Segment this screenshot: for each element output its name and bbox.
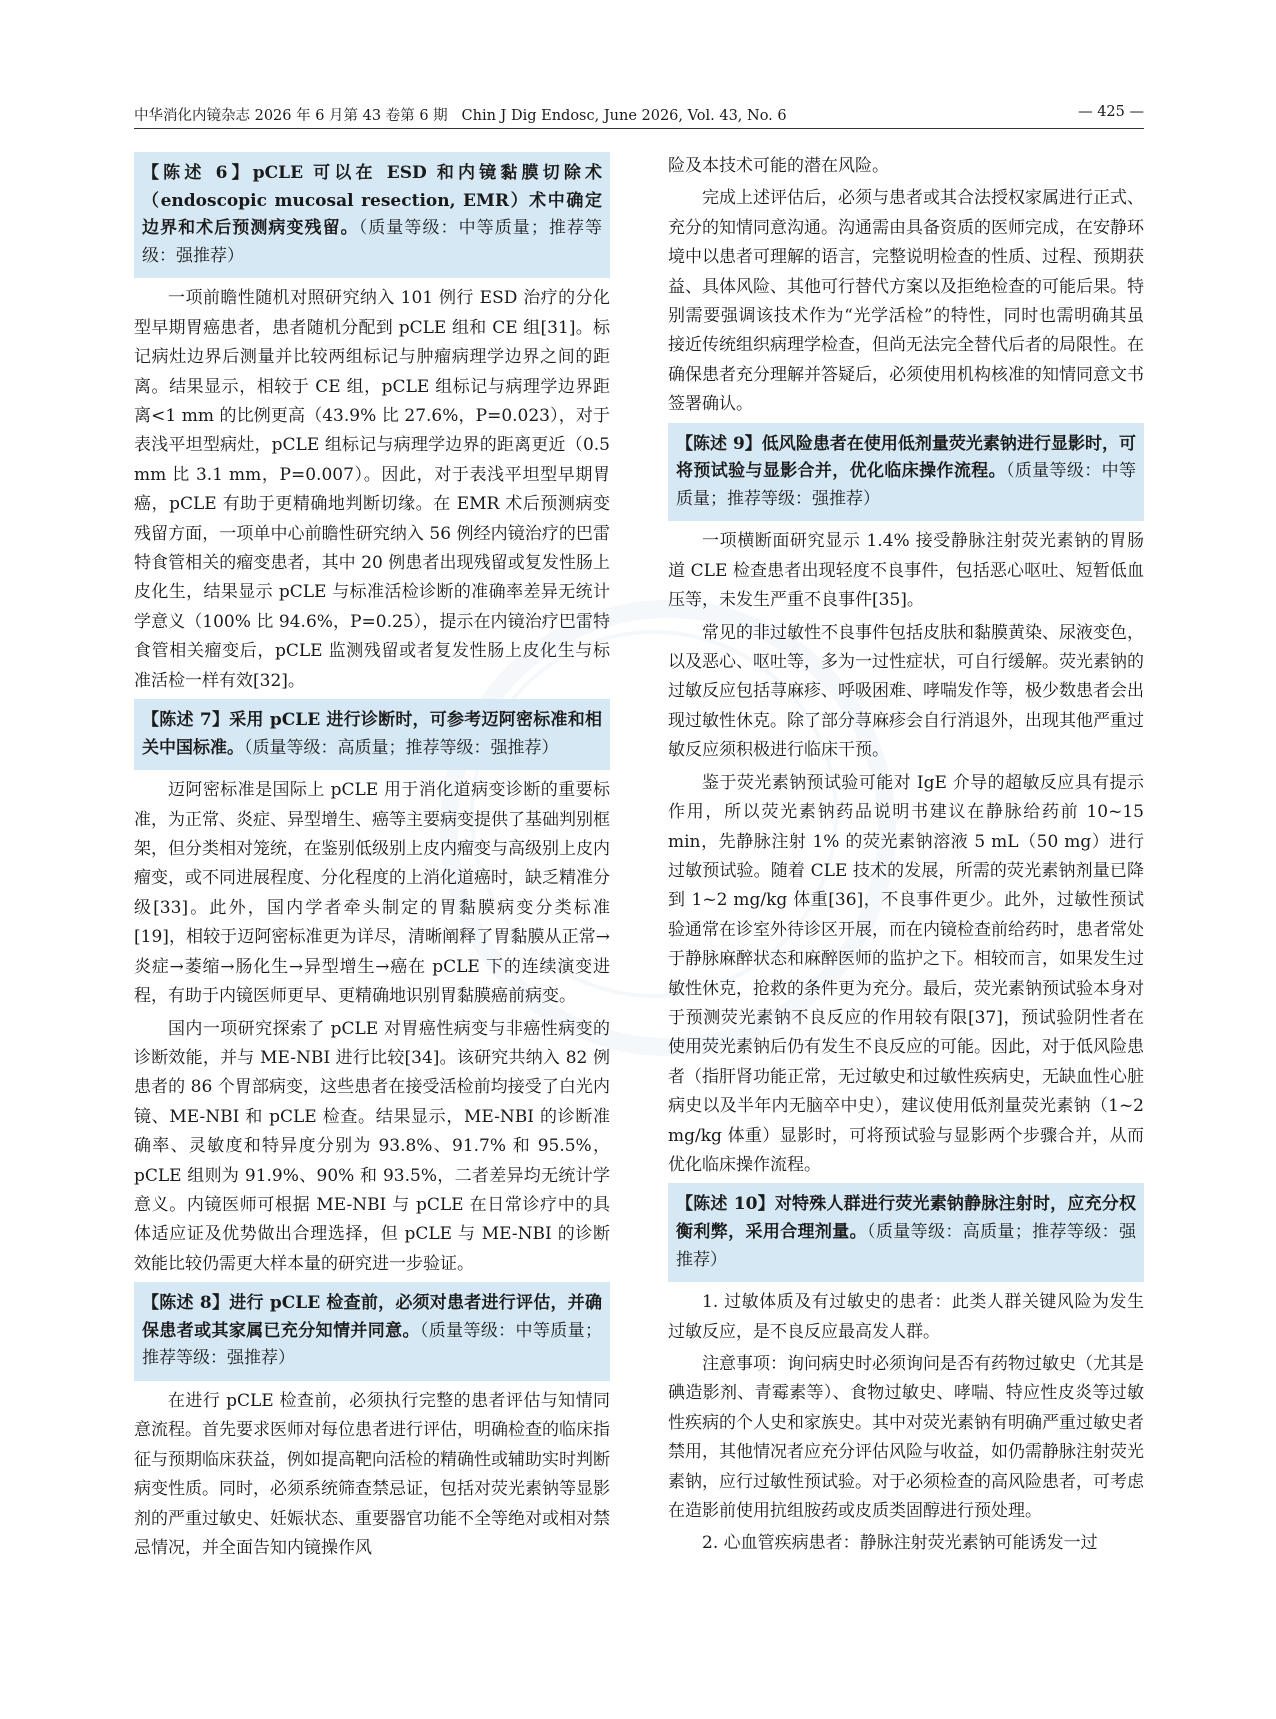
paragraph: 1. 过敏体质及有过敏史的患者：此类人群关键风险为发生过敏反应，是不良反应最高发人群。 bbox=[668, 1292, 1144, 1342]
statement-6-box bbox=[134, 152, 610, 278]
statement-8-title: 【陈述 8】进行 pCLE 检查前，必须对患者进行评估，并确保患者或其家属已充分知情并同意。 bbox=[142, 1293, 602, 1341]
statement-8-box bbox=[134, 1282, 610, 1381]
paragraph: 2. 心血管疾病患者：静脉注射荧光素钠可能诱发一过 bbox=[702, 1533, 1098, 1554]
right-column bbox=[668, 152, 1144, 1562]
statement-9-box bbox=[668, 423, 1144, 522]
running-header bbox=[134, 104, 1144, 126]
statement-7-box bbox=[134, 699, 610, 770]
statement-6-title: 【陈述 6】pCLE 可以在 ESD 和内镜黏膜切除术（endoscopic mucosal resection, EMR）术中确定边界和术后预测病变残留。 bbox=[142, 163, 602, 239]
paragraph: 完成上述评估后，必须与患者或其合法授权家属进行正式、充分的知情同意沟通。沟通需由具备资质的医师完成，在安静环境中以患者可理解的语言，完整说明检查的性质、过程、预期获益、具体风险、其他可行替代方案以及拒绝检查的可能后果。特别需要强调该技术作为“光学活检”的特性，同时也需明确其虽接近传统组织病理学检查，但尚无法完全替代后者的局限性。在确保患者充分理解并答疑后，必须使用机构核准的知情同意文书签署确认。 bbox=[668, 188, 1144, 415]
page-number: — 425 — bbox=[1078, 104, 1144, 120]
statement-9-grade: （质量等级：中等质量；推荐等级：强推荐） bbox=[676, 461, 1137, 509]
statement-6-grade: （质量等级：中等质量；推荐等级：强推荐） bbox=[142, 218, 603, 266]
paragraph: 在进行 pCLE 检查前，必须执行完整的患者评估与知情同意流程。首先要求医师对每位患者进行评估，明确检查的临床指征与预期临床获益，例如提高靶向活检的精确性或辅助实时判断病变性质。同时，必须系统筛查禁忌证，包括对荧光素钠等显影剂的严重过敏史、妊娠状态、重要器官功能不全等绝对或相对禁忌情况，并全面告知内镜操作风 bbox=[134, 1390, 610, 1558]
paragraph: 迈阿密标准是国际上 pCLE 用于消化道病变诊断的重要标准，为正常、炎症、异型增生、癌等主要病变提供了基础判别框架，但分类相对笼统，在鉴别低级别上皮内瘤变与高级别上皮内瘤变，或不同进展程度、分化程度的上消化道癌时，缺乏精准分级[33]。此外，国内学者牵头制定的胃黏膜病变分类标准[19]，相较于迈阿密标准更为详尽，清晰阐释了胃黏膜从正常→炎症→萎缩→肠化生→异型增生→癌在 pCLE 下的连续演变进程，有助于内镜医师更早、更精确地识别胃黏膜癌前病变。 bbox=[134, 780, 610, 1007]
statement-10-grade: （质量等级：高质量；推荐等级：强推荐） bbox=[676, 1221, 1137, 1270]
journal-citation bbox=[134, 104, 787, 125]
left-column bbox=[134, 152, 610, 1566]
statement-9-title: 【陈述 9】低风险患者在使用低剂量荧光素钠进行显影时，可将预试验与显影合并，优化临床操作流程。 bbox=[676, 433, 1136, 482]
statement-7-title: 【陈述 7】采用 pCLE 进行诊断时，可参考迈阿密标准和相关中国标准。 bbox=[142, 710, 602, 758]
journal-en: Chin J Dig Endosc, June 2026, Vol. 43, No. 6 bbox=[461, 108, 787, 124]
paragraph: 一项横断面研究显示 1.4% 接受静脉注射荧光素钠的胃肠道 CLE 检查患者出现轻度不良事件，包括恶心呕吐、短暂低血压等，未发生严重不良事件[35]。 bbox=[668, 531, 1144, 611]
paragraph: 常见的非过敏性不良事件包括皮肤和黏膜黄染、尿液变色，以及恶心、呕吐等，多为一过性症状，可自行缓解。荧光素钠的过敏反应包括荨麻疹、呼吸困难、哮喘发作等，极少数患者会出现过敏性休克。除了部分荨麻疹会自行消退外，出现其他严重过敏反应须积极进行临床干预。 bbox=[668, 622, 1144, 761]
paragraph: 注意事项：询问病史时必须询问是否有药物过敏史（尤其是碘造影剂、青霉素等）、食物过敏史、哮喘、特应性皮炎等过敏性疾病的个人史和家族史。其中对荧光素钠有明确严重过敏史者禁用，其他情况者应充分评估风险与收益，如仍需静脉注射荧光素钠，应行过敏性预试验。对于必须检查的高风险患者，可考虑在造影前使用抗组胺药或皮质类固醇进行预处理。 bbox=[668, 1353, 1144, 1521]
paragraph: 国内一项研究探索了 pCLE 对胃癌性病变与非癌性病变的诊断效能，并与 ME-NBI 进行比较[34]。该研究共纳入 82 例患者的 86 个胃部病变，这些患者在接受活检前均接受了白光内镜、ME-NBI 和 pCLE 检查。结果显示，ME-NBI 的诊断准确率、灵敏度和特异度分别为 93.8%、91.7% 和 95.5%，pCLE 组则为 91.9%、90% 和 93.5%，二者差异均无统计学意义。内镜医师可根据 ME-NBI 与 pCLE 在日常诊疗中的具体适应证及优势做出合理选择，但 pCLE 与 ME-NBI 的诊断效能比较仍需更大样本量的研究进一步验证。 bbox=[134, 1018, 610, 1274]
statement-7-grade: （质量等级：高质量；推荐等级：强推荐） bbox=[244, 737, 559, 758]
journal-cn: 中华消化内镜杂志 2026 年 6 月第 43 卷第 6 期 bbox=[134, 108, 448, 124]
paragraph: 一项前瞻性随机对照研究纳入 101 例行 ESD 治疗的分化型早期胃癌患者，患者随机分配到 pCLE 组和 CE 组[31]。标记病灶边界后测量并比较两组标记与肿瘤病理学边界之间的距离。结果显示，相较于 CE 组，pCLE 组标记与病理学边界距离<1 mm 的比例更高（43.9% 比 27.6%，P=0.023），对于表浅平坦型病灶，pCLE 组标记与病理学边界的距离更近（0.5 mm 比 3.1 mm，P=0.007）。因此，对于表浅平坦型早期胃癌，pCLE 有助于更精确地判断切缘。在 EMR 术后预测病变残留方面，一项单中心前瞻性研究纳入 56 例经内镜治疗的巴雷特食管相关的瘤变患者，其中 20 例患者出现残留或复发性肠上皮化生，结果显示 pCLE 与标准活检诊断的准确率差异无统计学意义（100% 比 94.6%，P=0.25），提示在内镜治疗巴雷特食管相关瘤变后，pCLE 监测残留或者复发性肠上皮化生与标准活检一样有效[32]。 bbox=[134, 288, 610, 691]
statement-10-title: 【陈述 10】对特殊人群进行荧光素钠静脉注射时，应充分权衡利弊，采用合理剂量。 bbox=[676, 1194, 1136, 1242]
paragraph-continued: 险及本技术可能的潜在风险。 bbox=[668, 156, 889, 176]
statement-8-grade: （质量等级：中等质量；推荐等级：强推荐） bbox=[142, 1320, 603, 1369]
statement-10-box bbox=[668, 1183, 1144, 1282]
header-rule bbox=[134, 128, 1144, 129]
paragraph: 鉴于荧光素钠预试验可能对 IgE 介导的超敏反应具有提示作用，所以荧光素钠药品说明书建议在静脉给药前 10~15 min，先静脉注射 1% 的荧光素钠溶液 5 mL（50 mg）进行过敏预试验。随着 CLE 技术的发展，所需的荧光素钠剂量已降到 1~2 mg/kg 体重[36]，不良事件更少。此外，过敏性预试验通常在诊室外待诊区开展，而在内镜检查前给药时，患者常处于静脉麻醉状态和麻醉医师的监护之下。相较而言，如果发生过敏性休克，抢救的条件更为充分。最后，荧光素钠预试验本身对于预测荧光素钠不良反应的作用较有限[37]，预试验阴性者在使用荧光素钠后仍有发生不良反应的可能。因此，对于低风险患者（指肝肾功能正常，无过敏史和过敏性疾病史，无缺血性心脏病史以及半年内无脑卒中史），建议使用低剂量荧光素钠（1~2 mg/kg 体重）显影时，可将预试验与显影两个步骤合并，从而优化临床操作流程。 bbox=[668, 772, 1144, 1175]
